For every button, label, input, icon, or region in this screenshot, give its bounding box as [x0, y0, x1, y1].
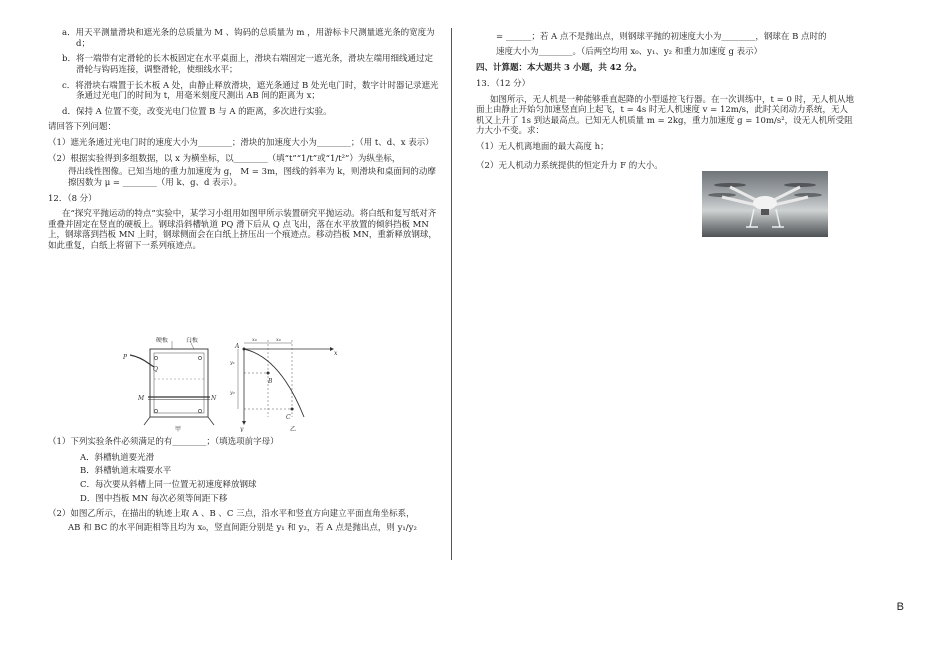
- step-a: a．用天平测量滑块和遮光条的总质量为 M 、钩码的总质量为 m ，用游标卡尺测量遮光条的宽度为 d；: [62, 28, 435, 49]
- section-4-heading: 四、计算题：本大题共 3 小题，共 42 分。: [476, 63, 642, 74]
- step-c: c．将滑块右端置于长木板 A 处，由静止释放滑块，遮光条通过 B 处光电门时，数字计时器记录遮光条通过光电门的时间为 t，用毫米刻度尺测出 AB 间的距离为 x；: [62, 80, 439, 102]
- caption-jia: 甲: [175, 426, 182, 432]
- question-13-2: （2）无人机动力系统提供的恒定升力 F 的大小。: [476, 160, 663, 171]
- label-y-axis: y: [240, 426, 244, 432]
- question-11-2-line1: （2）根据实验得到多组数据，以 x 为横坐标，以________（填“t”“1/t”或“1/t²”）为纵坐标，: [48, 153, 401, 164]
- answer-prompt: 请回答下列问题：: [48, 122, 117, 133]
- label-x0-first: x₀: [252, 337, 257, 343]
- label-c: C: [286, 414, 291, 421]
- question-12-2-line2: AB 和 BC 的水平间距相等且均为 x₀，竖直间距分别是 y₁ 和 y₂，若 A 点是抛出点，则 y₁/y₂: [68, 522, 417, 533]
- label-b: B: [268, 378, 273, 385]
- label-whitepaper: 白板: [186, 337, 199, 344]
- step-b: b．将一端带有定滑轮的长木板固定在水平桌面上，滑块右端固定一遮光条，滑块左端用细线通过定滑轮与钩码连接，调整滑轮，使细线水平；: [62, 54, 433, 75]
- question-11-1: （1）遮光条通过光电门时的速度大小为________；滑块的加速度大小为________；（用 t、d、x 表示）: [48, 138, 434, 148]
- label-hardboard: 硬板: [156, 337, 169, 344]
- label-p: P: [123, 354, 128, 361]
- question-12-1: （1）下列实验条件必须满足的有________；（填选项前字母）: [48, 437, 279, 447]
- question-11-2-line2: 得出线性图像。已知当地的重力加速度为 g， M = 3m，图线的斜率为 k，则滑块和桌面间的动摩擦因数为 μ = ________（用 k、g、d 表示）。: [68, 167, 436, 188]
- label-x0-second: x₀: [276, 337, 281, 343]
- option-b: B．斜槽轨道末端要水平: [80, 466, 172, 477]
- drone-icon: [702, 171, 828, 237]
- problem-12-header: 12．（8 分）: [48, 193, 97, 204]
- figure-yi-trajectory: [230, 337, 340, 432]
- left-column-lower: [48, 437, 440, 538]
- figure-jia-apparatus: [120, 337, 220, 432]
- label-y1: y₁: [230, 360, 235, 366]
- column-divider: [451, 28, 452, 560]
- page-letter: B: [896, 601, 904, 613]
- problem-13-text: 如图所示，无人机是一种能够垂直起降的小型遥控飞行器。在一次训练中，t = 0 时，无人机从地面上由静止开始匀加速竖直向上起飞，t = 4s 时无人机速度 v = 12m/s，此时关闭动力系统，无人机又上升了 1s 到达最高点。已知无人机质量 m = 2kg，重力加速度 g = 10m/s²，设无人机所受阻力大小不变。求：: [476, 94, 855, 137]
- step-d: d．保持 A 位置不变，改变光电门位置 B 与 A 的距离，多次进行实验。: [62, 106, 332, 117]
- caption-yi: 乙: [290, 426, 297, 432]
- problem-13-header: 13．（12 分）: [476, 78, 531, 89]
- option-a: A．斜槽轨道要光滑: [80, 452, 155, 463]
- option-d: D．图中挡板 MN 每次必须等间距下移: [80, 493, 228, 504]
- left-column: [48, 28, 440, 257]
- label-a: A: [235, 343, 240, 350]
- question-13-1: （1）无人机离地面的最大高度 h；: [476, 142, 609, 152]
- question-12-2-continued-2: 速度大小为________。（后两空均用 x₀、y₁、y₂ 和重力加速度 g 表示）: [496, 46, 763, 57]
- question-12-2-continued-1: = ______；若 A 点不是抛出点，则钢球平抛的初速度大小为________，钢球在 B 点时的: [496, 32, 827, 42]
- label-m: M: [138, 395, 145, 402]
- label-n: N: [211, 395, 217, 402]
- label-y2: y₂: [230, 390, 235, 396]
- label-q: Q: [153, 366, 158, 373]
- problem-12-intro: 在“探究平抛运动的特点”实验中，某学习小组用如图甲所示装置研究平抛运动。将白纸和复写纸对齐重叠并固定在竖直的硬板上。钢球沿斜槽轨道 PQ 滑下后从 Q 点飞出，落在水平放置的倾斜挡板 MN 上，钢球落到挡板 MN 上时，钢球侧面会在白纸上挤压出一个痕迹点。移动挡板 MN，重新释放钢球，如此重复，白纸上将留下一系列痕迹点。: [48, 209, 437, 251]
- option-c: C．每次要从斜槽上同一位置无初速度释放钢球: [80, 479, 257, 490]
- label-x-axis: x: [334, 350, 338, 357]
- question-12-2-line1: （2）如图乙所示，在描出的轨迹上取 A 、B 、C 三点，沿水平和竖直方向建立平面直角坐标系，: [48, 509, 415, 520]
- right-column: [476, 32, 856, 176]
- drone-photo: [702, 171, 828, 237]
